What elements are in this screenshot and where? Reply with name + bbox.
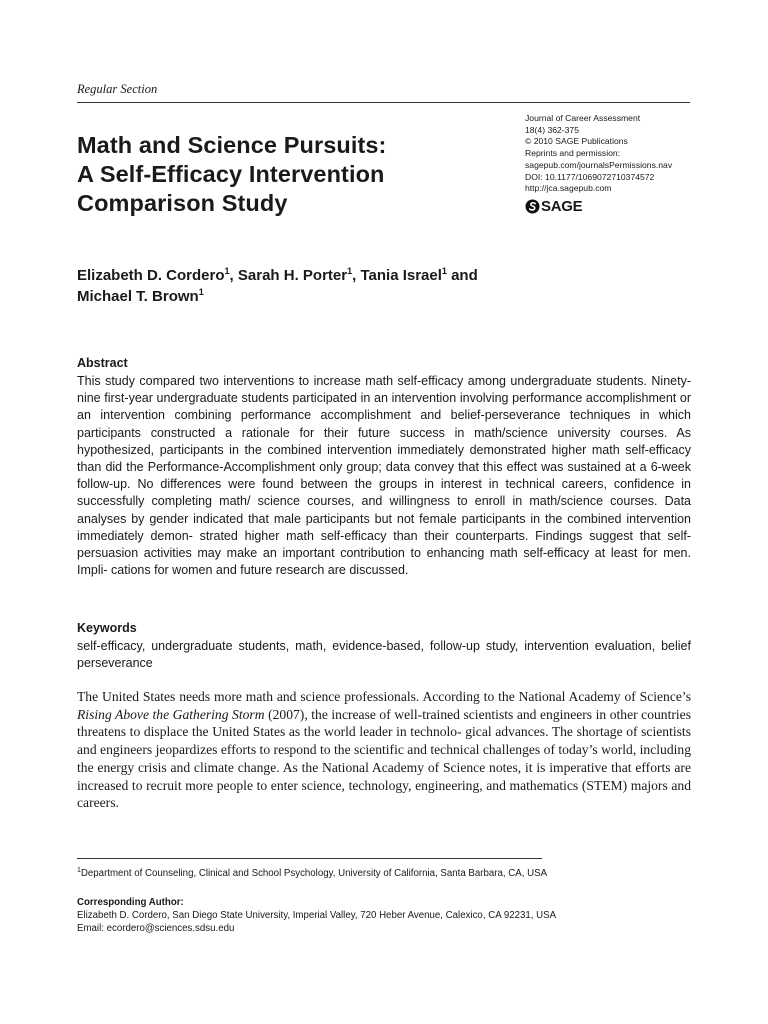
journal-volume: 18(4) 362-375 xyxy=(525,124,579,135)
corresponding-author xyxy=(77,896,717,935)
journal-url[interactable]: http://jca.sagepub.com xyxy=(525,183,612,194)
keywords-heading: Keywords xyxy=(77,621,137,635)
journal-name: Journal of Career Assessment xyxy=(525,113,641,123)
journal-copyright: © 2010 SAGE Publications xyxy=(525,136,628,147)
header-rule xyxy=(77,102,690,103)
author-name: Tania Israel xyxy=(360,267,442,284)
author-name: Michael T. Brown xyxy=(77,288,199,305)
body-paragraph xyxy=(77,688,691,812)
affiliation-footnote xyxy=(77,867,717,880)
author-affiliation-marker: 1 xyxy=(441,266,447,276)
author-affiliation-marker: 1 xyxy=(198,287,204,297)
author-separator: , xyxy=(352,267,361,284)
author-name: Elizabeth D. Cordero xyxy=(77,267,225,284)
affiliation-text: Department of Counseling, Clinical and School Psychology, University of California, Santa Barbara, CA, USA xyxy=(80,868,548,879)
author-list xyxy=(77,265,697,307)
title-line: A Self-Efficacy Intervention xyxy=(77,161,385,187)
title-line: Comparison Study xyxy=(77,190,288,216)
footnote-marker: 1 xyxy=(77,867,81,874)
permissions-link[interactable]: sagepub.com/journalsPermissions.nav xyxy=(525,159,673,170)
author-affiliation-marker: 1 xyxy=(347,266,353,276)
author-affiliation-marker: 1 xyxy=(224,266,230,276)
section-label: Regular Section xyxy=(77,82,158,96)
sage-logo-icon xyxy=(525,199,540,214)
author-name: Sarah H. Porter xyxy=(237,267,348,284)
keywords-text: self-efficacy, undergraduate students, math, evidence-based, follow-up study, intervention evaluation, belief perseverance xyxy=(77,639,691,671)
article-title xyxy=(77,131,507,218)
body-text-start: The United States needs more math and science professionals. According to the National Academy of Science’s xyxy=(77,689,691,704)
author-separator: and xyxy=(446,267,482,284)
corresponding-heading: Corresponding Author: xyxy=(77,897,184,908)
author-separator: , xyxy=(229,267,238,284)
cited-report-title: Rising Above the Gathering Storm xyxy=(77,706,265,722)
journal-reprints: Reprints and permission: xyxy=(525,148,621,159)
footnote-rule xyxy=(77,858,542,859)
body-text-end: (2007), the increase of well-trained scientists and engineers in other countries threatens to displace the United States as the world leader in technolo- gical advances. The shortage of scientists and engineers jeopardizes efforts to respond to the scientific and technical challenges of today’s world, including the energy crisis and climate change. As the National Academy of Science notes, it is imperative that efforts are increased to recruit more people to enter science, technology, engineering, and mathematics (STEM) majors and careers. xyxy=(77,706,691,811)
corresponding-email[interactable]: Email: ecordero@sciences.sdsu.edu xyxy=(77,923,235,934)
abstract-heading: Abstract xyxy=(77,356,128,370)
sage-logo xyxy=(525,199,715,215)
title-line: Math and Science Pursuits: xyxy=(77,132,387,158)
journal-info xyxy=(525,113,715,215)
journal-doi[interactable]: DOI: 10.1177/1069072710374572 xyxy=(525,171,655,182)
sage-logo-text: SAGE xyxy=(541,197,583,215)
abstract-text: This study compared two interventions to increase math self-efficacy among undergraduate students. Ninety-nine first-year undergraduate students participated in an intervention involving performance accomplishment or an intervention combining performance accomplishment and belief-perseverance techniques in which participants constructed a rationale for their future success in math/science university courses. As hypothesized, participants in the combined intervention immediately demonstrated higher math self-efficacy than did the Performance-Accomplishment only group; data convey that this effect was sustained at a 6-week follow-up. No differences were found between the groups in interest in technical careers, confidence in successfully completing math/ science courses, and willingness to enroll in math/science courses. Data analyses by gender indicated that male participants but not female participants in the combined intervention immediately demon- strated higher math self-efficacy than their counterparts. Findings suggest that self-persuasion activities may make an important contribution to enhancing math self-efficacy at least for men. Impli- cations for women and future research are discussed. xyxy=(77,374,691,578)
corresponding-address: Elizabeth D. Cordero, San Diego State University, Imperial Valley, 720 Heber Avenue, Calexico, CA 92231, USA xyxy=(77,910,557,921)
